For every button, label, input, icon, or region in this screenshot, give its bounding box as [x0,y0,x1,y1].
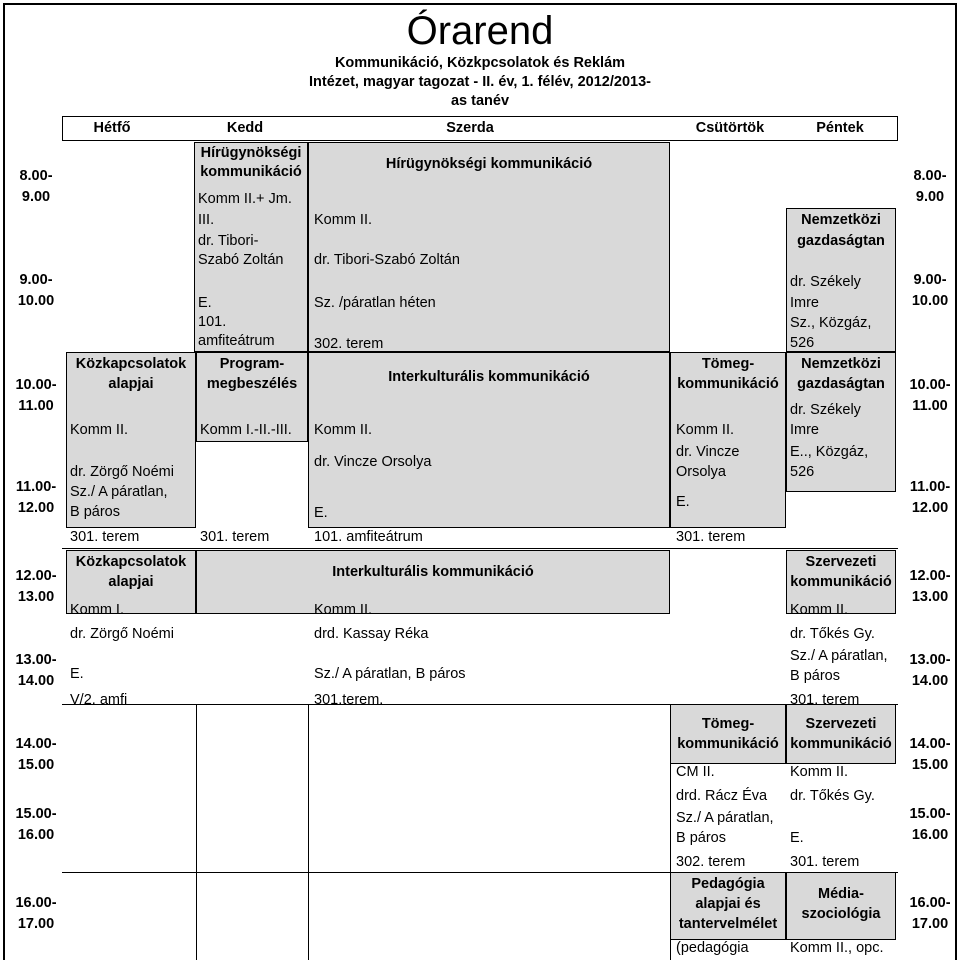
row-line-14 [62,704,898,705]
tomeg-2-line-4: B páros [676,830,726,846]
time-left-15: 15.00- 16.00 [15,806,57,843]
interkult-2-line-1: Komm II. [314,602,373,618]
subtitle-line-1: Kommunikáció, Közkpcsolatok és Reklám [334,55,626,71]
nemzetkozi-2-line-3: E.., Közgáz, [790,444,869,460]
interkult-2-line-4: 301.terem. [314,692,384,708]
kozkap-2-line-4: V/2. amfi [70,692,128,708]
interkult-2-line-3: Sz./ A páratlan, B páros [314,666,466,682]
szerv-2-line-2: dr. Tőkés Gy. [790,788,875,804]
hirugy-kedd-line-2: III. [198,212,215,228]
time-right-9: 9.00- 10.00 [911,272,949,309]
szerv-1-line-5: 301. terem [790,692,860,708]
subtitle-line-2: Intézet, magyar tagozat - II. év, 1. félév, 2012/2013- [309,74,651,90]
interkult-1-line-2: dr. Vincze Orsolya [314,454,432,470]
szerv-1-title-1: Szervezeti [805,554,877,570]
tomeg-2-title [670,714,786,754]
szerv-1-title-2: kommunikáció [790,574,892,590]
time-left-14: 14.00- 15.00 [15,736,57,773]
hirugy-kedd-line-4: Szabó Zoltán [198,252,284,268]
pedagogia-title-2: alapjai és [695,896,761,912]
time-right-15: 15.00- 16.00 [909,806,951,843]
day-header-monday: Hétfő [93,120,131,136]
time-left-12: 12.00- 13.00 [15,568,57,605]
szerv-1-line-1: Komm II. [790,602,849,618]
hirugy-kedd-line-5: E. [198,295,212,311]
tomeg-2-line-2: drd. Rácz Éva [676,788,768,804]
program-title [196,354,308,394]
hirugy-kedd-line-1: Komm II.+ Jm. [198,191,292,207]
row-line-16 [62,872,898,873]
nemzetkozi-2-line-2: Imre [790,422,819,438]
tomeg-1-line-2: dr. Vincze [676,444,740,460]
day-header-tuesday: Kedd [226,120,264,136]
hirugy-kedd-title-1: Hírügynökségi [200,145,302,161]
tomeg-2-title-2: kommunikáció [677,736,779,752]
page-subtitle [260,54,700,111]
szerv-2-line-4: 301. terem [790,854,860,870]
szerv-1-line-4: B páros [790,668,840,684]
interkult-1-line-4: 101. amfiteátrum [314,529,423,545]
time-right-11: 11.00- 12.00 [909,479,951,516]
media-title [786,884,896,924]
nemzetkozi-2-title-1: Nemzetközi [801,356,881,372]
tomeg-1-title-2: kommunikáció [677,376,779,392]
kozkap-1-title [66,354,196,394]
time-left-13: 13.00- 14.00 [15,652,57,689]
hirugy-szerda-line-2: dr. Tibori-Szabó Zoltán [314,252,460,268]
day-header-friday: Péntek [816,120,864,136]
pedagogia-title [670,874,786,934]
kozkap-2-title-2: alapjai [108,574,154,590]
day-header-top-line [62,116,898,117]
szerv-1-title [786,552,896,592]
time-right-8: 8.00- 9.00 [913,168,947,205]
tomeg-1-line-5: 301. terem [676,529,746,545]
time-right-14: 14.00- 15.00 [909,736,951,773]
interkult-2-line-2: drd. Kassay Réka [314,626,429,642]
media-title-1: Média- [818,886,864,902]
time-left-10: 10.00- 11.00 [15,377,57,414]
program-title-2: megbeszélés [206,376,298,392]
pedagogia-line-1: (pedagógia [676,940,749,956]
nemzetkozi-1-line-4: 526 [790,335,815,351]
hirugy-kedd-title [194,144,308,182]
time-left-9: 9.00- 10.00 [17,272,55,309]
nemzetkozi-1-title-2: gazdaságtan [797,233,885,249]
time-right-16: 16.00- 17.00 [909,895,951,932]
szerv-1-line-2: dr. Tőkés Gy. [790,626,875,642]
kozkap-1-title-1: Közkapcsolatok [75,356,187,372]
kozkap-1-line-2: dr. Zörgő Noémi [70,464,174,480]
kozkap-2-line-3: E. [70,666,84,682]
day-header-thursday: Csütörtök [695,120,765,136]
kozkap-1-title-2: alapjai [108,376,154,392]
day-header-bottom-line [62,140,898,141]
col-line-szerda [308,704,309,960]
tomeg-2-line-5: 302. terem [676,854,746,870]
kozkap-1-line-1: Komm II. [70,422,129,438]
hirugy-szerda-title: Hírügynökségi kommunikáció [385,156,593,172]
szerv-2-title-2: kommunikáció [790,736,892,752]
hirugy-szerda-line-4: 302. terem [314,336,384,352]
time-right-13: 13.00- 14.00 [909,652,951,689]
kozkap-2-title-1: Közkapcsolatok [75,554,187,570]
szerv-2-title [786,714,896,754]
hirugy-szerda-line-3: Sz. /páratlan héten [314,295,436,311]
time-left-8: 8.00- 9.00 [19,168,53,205]
program-title-1: Program- [219,356,285,372]
nemzetkozi-1-line-3: Sz., Közgáz, [790,315,872,331]
program-line-2: 301. terem [200,529,270,545]
kozkap-1-line-3: Sz./ A páratlan, [70,484,168,500]
interkult-1-title: Interkulturális kommunikáció [388,369,590,385]
tomeg-1-line-1: Komm II. [676,422,735,438]
kozkap-2-line-1: Komm I. [70,602,124,618]
szerv-1-line-3: Sz./ A páratlan, [790,648,888,664]
day-header-left-line [62,116,63,140]
day-header-right-line [897,116,898,140]
media-title-2: szociológia [801,906,881,922]
nemzetkozi-2-line-4: 526 [790,464,815,480]
tomeg-2-title-1: Tömeg- [701,716,755,732]
time-right-12: 12.00- 13.00 [909,568,951,605]
nemzetkozi-1-line-1: dr. Székely [790,274,861,290]
day-header-wednesday: Szerda [446,120,494,136]
interkult-2-title: Interkulturális kommunikáció [332,564,534,580]
pedagogia-title-1: Pedagógia [691,876,765,892]
nemzetkozi-1-line-2: Imre [790,295,819,311]
kozkap-2-title [66,552,196,592]
time-left-11: 11.00- 12.00 [15,479,57,516]
row-line-12 [62,548,898,549]
hirugy-kedd-line-6: 101. [198,314,227,330]
interkult-1-line-3: E. [314,505,328,521]
program-line-1: Komm I.-II.-III. [200,422,292,438]
time-left-16: 16.00- 17.00 [15,895,57,932]
tomeg-1-line-3: Orsolya [676,464,726,480]
subtitle-line-3: as tanév [450,93,510,109]
hirugy-kedd-title-2: kommunikáció [200,164,302,180]
hirugy-kedd-line-3: dr. Tibori- [198,233,259,249]
time-right-10: 10.00- 11.00 [909,377,951,414]
szerv-2-line-1: Komm II. [790,764,849,780]
tomeg-1-line-4: E. [676,494,690,510]
kozkap-1-line-5: 301. terem [70,529,140,545]
tomeg-2-line-3: Sz./ A páratlan, [676,810,774,826]
tomeg-1-title-1: Tömeg- [701,356,755,372]
col-line-kedd [196,704,197,960]
szerv-2-line-3: E. [790,830,804,846]
nemzetkozi-2-title-2: gazdaságtan [797,376,885,392]
page-title: Órarend [406,9,554,53]
kozkap-1-line-4: B páros [70,504,120,520]
media-line-1: Komm II., opc. [790,940,884,956]
nemzetkozi-1-title-1: Nemzetközi [801,212,881,228]
tomeg-2-line-1: CM II. [676,764,715,780]
szerv-2-title-1: Szervezeti [805,716,877,732]
interkult-1-line-1: Komm II. [314,422,373,438]
nemzetkozi-2-line-1: dr. Székely [790,402,861,418]
tomeg-1-title [670,354,786,394]
kozkap-2-line-2: dr. Zörgő Noémi [70,626,174,642]
hirugy-kedd-line-7: amfiteátrum [198,333,275,349]
hirugy-szerda-line-1: Komm II. [314,212,373,228]
pedagogia-title-3: tantervelmélet [678,916,778,932]
nemzetkozi-2-title [786,354,896,394]
